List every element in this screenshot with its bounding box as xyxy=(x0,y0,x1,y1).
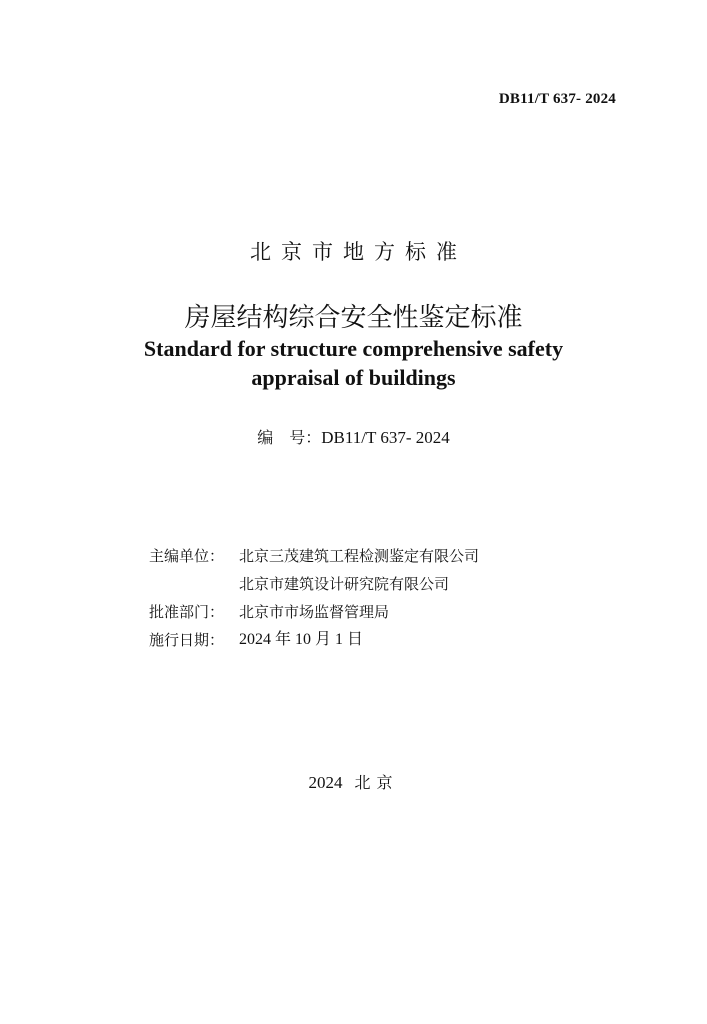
title-english-line-2: appraisal of buildings xyxy=(251,365,456,390)
publication-info xyxy=(149,542,479,654)
effective-date-row xyxy=(149,626,479,654)
editor-row xyxy=(149,542,479,570)
editor-unit-2: 北京市建筑设计研究院有限公司 xyxy=(239,575,450,593)
editor-label: 主编单位： xyxy=(149,547,225,565)
footer-city: 北京 xyxy=(354,773,399,792)
editor-unit-1: 北京三茂建筑工程检测鉴定有限公司 xyxy=(239,547,480,565)
number-label: 编 号： xyxy=(257,428,322,447)
title-english xyxy=(0,334,707,392)
editor-row-2 xyxy=(149,570,479,598)
standard-category: 北京市地方标准 xyxy=(250,240,467,264)
standard-number xyxy=(0,425,707,448)
title-english-line-1: Standard for structure comprehensive safety xyxy=(143,336,564,361)
title-chinese: 房屋结构综合安全性鉴定标准 xyxy=(184,303,523,333)
number-value: DB11/T 637- 2024 xyxy=(321,428,450,447)
effective-date-value: 2024 年 10 月 1 日 xyxy=(239,631,364,648)
approver-row xyxy=(149,598,479,626)
approver-label: 批准部门： xyxy=(149,603,225,621)
effective-date-label: 施行日期： xyxy=(149,631,225,649)
footer-year: 2024 xyxy=(308,773,343,792)
editor-label-spacer xyxy=(149,570,239,598)
standard-code: DB11/T 637- 2024 xyxy=(498,91,616,107)
footer xyxy=(0,770,707,793)
approver-value: 北京市市场监督管理局 xyxy=(239,603,390,621)
